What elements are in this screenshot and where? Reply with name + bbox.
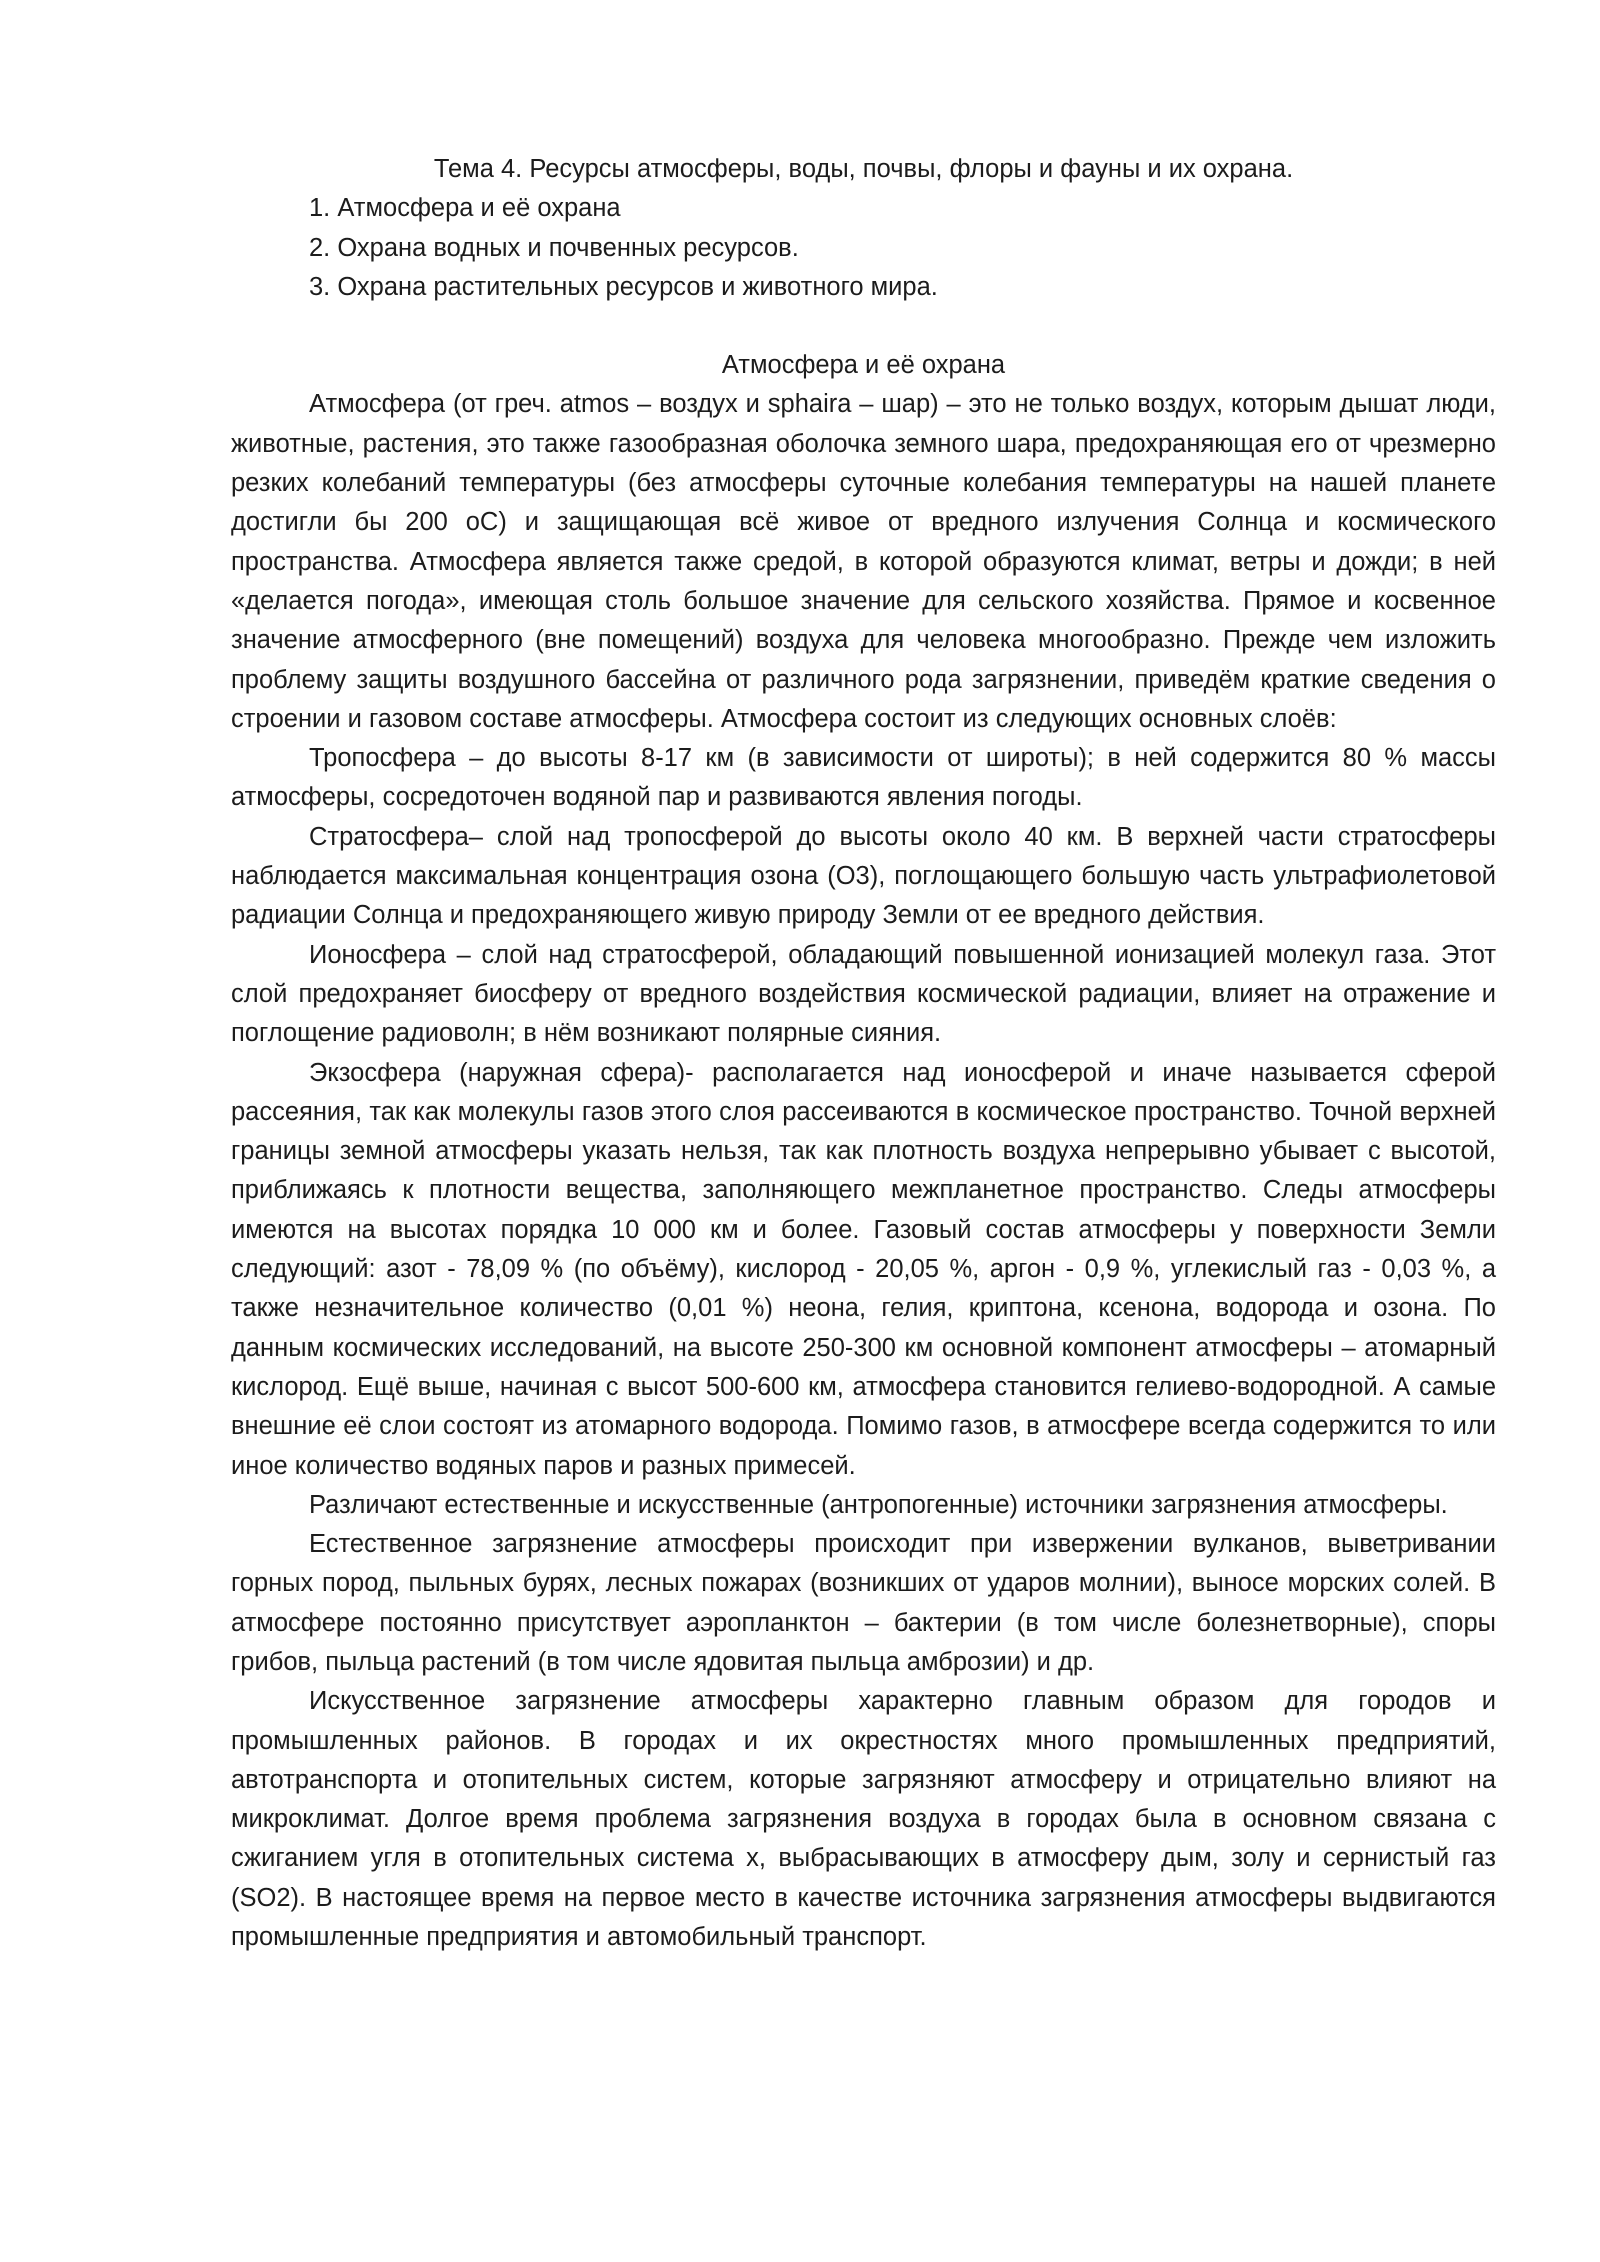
paragraph-troposphere: Тропосфера – до высоты 8-17 км (в зависимости от широты); в ней содержится 80 % массы атмосферы, сосредоточен водяной пар и развиваются явления погоды. — [231, 744, 1496, 812]
paragraph-artificial-pollution: Искусственное загрязнение атмосферы характерно главным образом для городов и промышленных районов. В городах и их окрестностях много промышленных предприятий, автотранспорта и отопительных систем, которые загрязняют атмосферу и отрицательно влияют на микроклимат. Долгое время проблема загрязнения воздуха в городах была в основном связана с сжиганием угля в отопительных система х, выбрасывающих в атмосферу дым, золу и сернистый газ (SO2). В настоящее время на первое место в качестве источника загрязнения атмосферы выдвигаются промышленные предприятия и автомобильный транспорт. — [231, 1687, 1496, 1952]
toc-item-3: 3. Охрана растительных ресурсов и животного мира. — [309, 272, 938, 301]
paragraph-atmosphere-intro: Атмосфера (от греч. atmos – воздух и sphaira – шар) – это не только воздух, которым дышат люди, животные, растения, это также газообразная оболочка земного шара, предохраняющая его от чрезмерно резких колебаний температуры (без атмосферы суточные колебания температуры на нашей планете достигли бы 200 оС) и защищающая всё живое от вредного излучения Солнца и космического пространства. Атмосфера является также средой, в которой образуются климат, ветры и дожди; в ней «делается погода», имеющая столь большое значение для сельского хозяйства. Прямое и косвенное значение атмосферного (вне помещений) воздуха для человека многообразно. Прежде чем изложить проблему защиты воздушного бассейна от различного рода загрязнении, приведём краткие сведения о строении и газовом составе атмосферы. Атмосфера состоит из следующих основных слоёв: — [231, 390, 1496, 733]
paragraph-ionosphere: Ионосфера – слой над стратосферой, обладающий повышенной ионизацией молекул газа. Этот слой предохраняет биосферу от вредного воздействия космической радиации, влияет на отражение и поглощение радиоволн; в нём возникают полярные сияния. — [231, 940, 1496, 1048]
section-heading: Атмосфера и её охрана — [721, 351, 1006, 380]
paragraph-stratosphere: Стратосфера– слой над тропосферой до высоты около 40 км. В верхней части стратосферы наблюдается максимальная концентрация озона (О3), поглощающего большую часть ультрафиолетовой радиации Солнца и предохраняющего живую природу Земли от ее вредного действия. — [231, 822, 1496, 930]
paragraph-exosphere: Экзосфера (наружная сфера)- располагается над ионосферой и иначе называется сферой рассеяния, так как молекулы газов этого слоя рассеиваются в космическое пространство. Точной верхней границы земной атмосферы указать нельзя, так как плотность воздуха непрерывно убывает с высотой, приближаясь к плотности вещества, заполняющего межпланетное пространство. Следы атмосферы имеются на высотах порядка 10 000 км и более. Газовый состав атмосферы у поверхности Земли следующий: азот - 78,09 % (по объёму), кислород - 20,05 %, аргон - 0,9 %, углекислый газ - 0,03 %, а также незначительное количество (0,01 %) неона, гелия, криптона, ксенона, водорода и озона. По данным космических исследований, на высоте 250-300 км основной компонент атмосферы – атомарный кислород. Ещё выше, начиная с высот 500-600 км, атмосфера становится гелиево-водородной. А самые внешние её слои состоят из атомарного водорода. Помимо газов, в атмосфере всегда содержится то или иное количество водяных паров и разных примесей. — [231, 1058, 1496, 1480]
document-page — [231, 150, 1496, 1957]
toc-item-1: 1. Атмосфера и её охрана — [309, 194, 621, 223]
paragraph-pollution-sources: Различают естественные и искусственные (антропогенные) источники загрязнения атмосферы. — [309, 1490, 1448, 1519]
document-title: Тема 4. Ресурсы атмосферы, воды, почвы, флоры и фауны и их охрана. — [433, 155, 1294, 183]
paragraph-natural-pollution: Естественное загрязнение атмосферы происходит при извержении вулканов, выветривании горных пород, пыльных бурях, лесных пожарах (возникших от ударов молнии), выносе морских солей. В атмосфере постоянно присутствует аэропланктон – бактерии (в том числе болезнетворные), споры грибов, пыльца растений (в том числе ядовитая пыльца амброзии) и др. — [231, 1530, 1496, 1676]
toc-item-2: 2. Охрана водных и почвенных ресурсов. — [309, 233, 799, 262]
table-of-contents — [231, 189, 1496, 307]
